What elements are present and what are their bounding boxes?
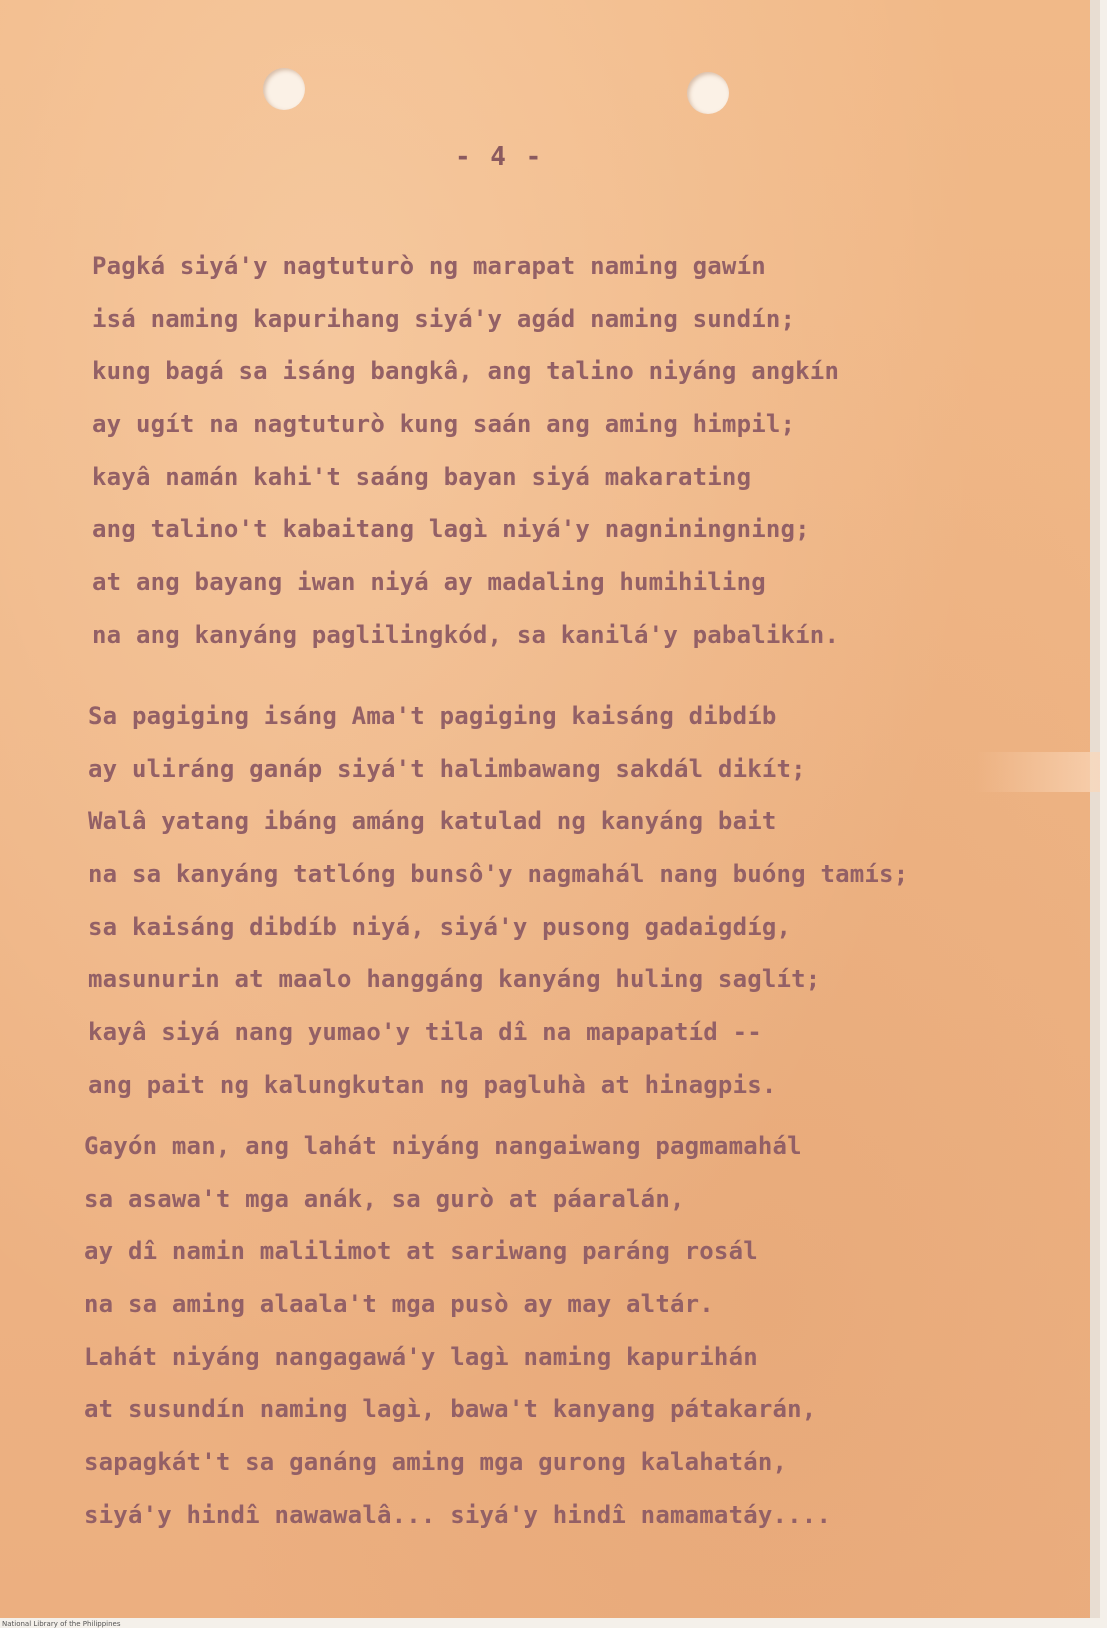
tape-mark xyxy=(975,752,1100,792)
footer-credit: National Library of the Philippines xyxy=(2,1620,121,1628)
poem-line: kung bagá sa isáng bangkâ, ang talino niyáng angkín xyxy=(92,357,840,386)
poem-line: siyá'y hindî nawawalâ... siyá'y hindî namamatáy.... xyxy=(84,1500,832,1529)
poem-line: sa kaisáng dibdíb niyá, siyá'y pusong gadaigdíg, xyxy=(88,912,792,941)
poem-line: na sa aming alaala't mga pusò ay may altár. xyxy=(84,1290,714,1319)
punch-hole-right xyxy=(687,72,729,114)
poem-line: masunurin at maalo hanggáng kanyáng huling saglít; xyxy=(88,965,821,994)
poem-line: kayâ namán kahi't saáng bayan siyá makarating xyxy=(92,462,752,491)
poem-line: isá naming kapurihang siyá'y agád naming sundín; xyxy=(92,304,796,333)
scan-edge xyxy=(1090,0,1100,1618)
stanza-2 xyxy=(88,690,908,1112)
poem-line: ay uliráng ganáp siyá't halimbawang sakdál dikít; xyxy=(88,754,806,783)
poem-line: ang talino't kabaitang lagì niyá'y nagniningning; xyxy=(92,515,810,544)
poem-line: na ang kanyáng paglilingkód, sa kanilá'y pabalikín. xyxy=(92,620,840,649)
poem-line: ay dî namin malilimot at sariwang paráng rosál xyxy=(84,1237,758,1266)
poem-line: ay ugít na nagtuturò kung saán ang aming himpil; xyxy=(92,410,796,439)
poem-line: at ang bayang iwan niyá ay madaling humihiling xyxy=(92,568,766,597)
poem-line: ang pait ng kalungkutan ng pagluhà at hinagpis. xyxy=(88,1070,777,1099)
poem-line: sa asawa't mga anák, sa gurò at páaralán, xyxy=(84,1184,685,1213)
poem-line: kayâ siyá nang yumao'y tila dî na mapapatíd -- xyxy=(88,1018,762,1047)
stanza-1 xyxy=(92,240,839,662)
punch-hole-left xyxy=(263,68,305,110)
poem-line: Gayón man, ang lahát niyáng nangaiwang pagmamahál xyxy=(84,1132,802,1160)
poem-line: at susundín naming lagì, bawa't kanyang pátakarán, xyxy=(84,1395,817,1424)
poem-line: Pagká siyá'y nagtuturò ng marapat naming gawín xyxy=(92,252,766,280)
poem-line: Walâ yatang ibáng amáng katulad ng kanyáng bait xyxy=(88,807,777,836)
poem-line: Lahát niyáng nangagawá'y lagì naming kapurihán xyxy=(84,1342,758,1371)
poem-line: Sa pagiging isáng Ama't pagiging kaisáng dibdíb xyxy=(88,702,777,730)
stanza-3 xyxy=(84,1120,831,1542)
poem-line: sapagkát't sa ganáng aming mga gurong kalahatán, xyxy=(84,1448,788,1477)
page-number: - 4 - xyxy=(455,142,544,172)
poem-line: na sa kanyáng tatlóng bunsô'y nagmahál nang buóng tamís; xyxy=(88,860,909,889)
